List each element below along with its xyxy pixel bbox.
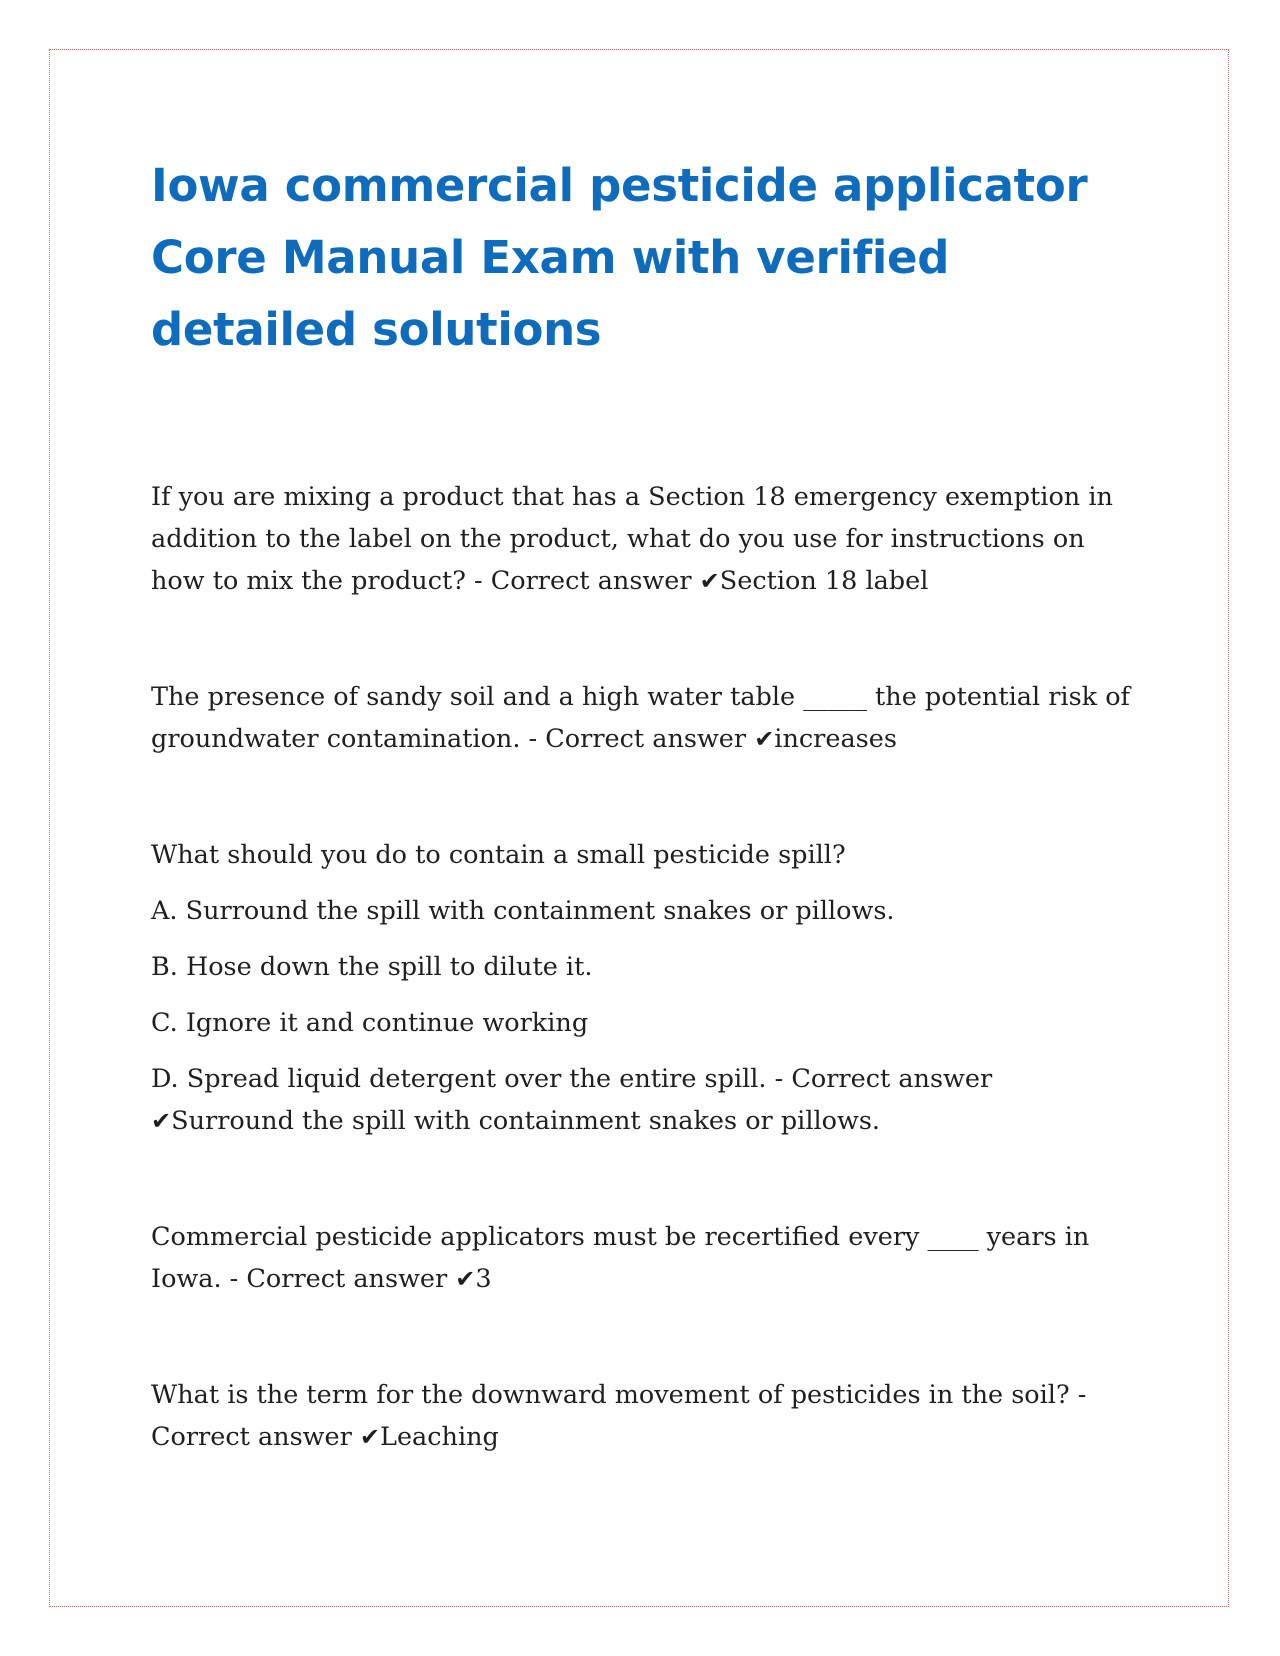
answer-text: increases: [774, 724, 897, 754]
checkmark-icon: ✔: [699, 567, 720, 595]
qa-item-4: [151, 1216, 1131, 1300]
option-d-text: D. Spread liquid detergent over the entire spill.: [151, 1064, 767, 1094]
option-c: C. Ignore it and continue working: [151, 1008, 589, 1038]
answer-text: Leaching: [380, 1422, 499, 1452]
answer-text: Section 18 label: [719, 566, 929, 596]
qa-item-1: [151, 476, 1131, 602]
answer-separator: - Correct answer: [766, 1064, 993, 1094]
qa-item-2: [151, 676, 1131, 760]
document-title: Iowa commercial pesticide applicator Core Manual Exam with verified detailed solutions: [151, 159, 1088, 356]
option-b: B. Hose down the spill to dilute it.: [151, 952, 593, 982]
qa-item-3: [151, 834, 1131, 1142]
question-text: What is the term for the downward movement of pesticides in the soil?: [151, 1380, 1070, 1410]
option-d: [151, 1058, 1131, 1142]
checkmark-icon: ✔: [359, 1423, 381, 1451]
checkmark-icon: ✔: [455, 1265, 476, 1293]
answer-separator: - Correct answer: [221, 1264, 456, 1294]
question-text: Commercial pesticide applicators must be recertified every ____ years in Iowa.: [151, 1222, 1090, 1294]
question-text: If you are mixing a product that has a Section 18 emergency exemption in addition to the label on the product, what do you use for instructions on how to mix the product?: [151, 482, 1113, 596]
answer-separator: - Correct answer: [151, 1380, 1087, 1452]
question-text: What should you do to contain a small pesticide spill?: [151, 840, 846, 870]
checkmark-icon: ✔: [754, 725, 775, 753]
checkmark-icon: ✔: [151, 1107, 172, 1135]
answer-separator: - Correct answer: [465, 566, 700, 596]
answer-text: 3: [475, 1264, 492, 1294]
option-a: A. Surround the spill with containment snakes or pillows.: [151, 896, 895, 926]
question-text: The presence of sandy soil and a high water table _____ the potential risk of groundwater contamination.: [151, 682, 1130, 754]
document-body: [151, 150, 1131, 1458]
answer-separator: - Correct answer: [520, 724, 755, 754]
qa-item-5: [151, 1374, 1131, 1458]
answer-text: Surround the spill with containment snakes or pillows.: [171, 1106, 881, 1136]
